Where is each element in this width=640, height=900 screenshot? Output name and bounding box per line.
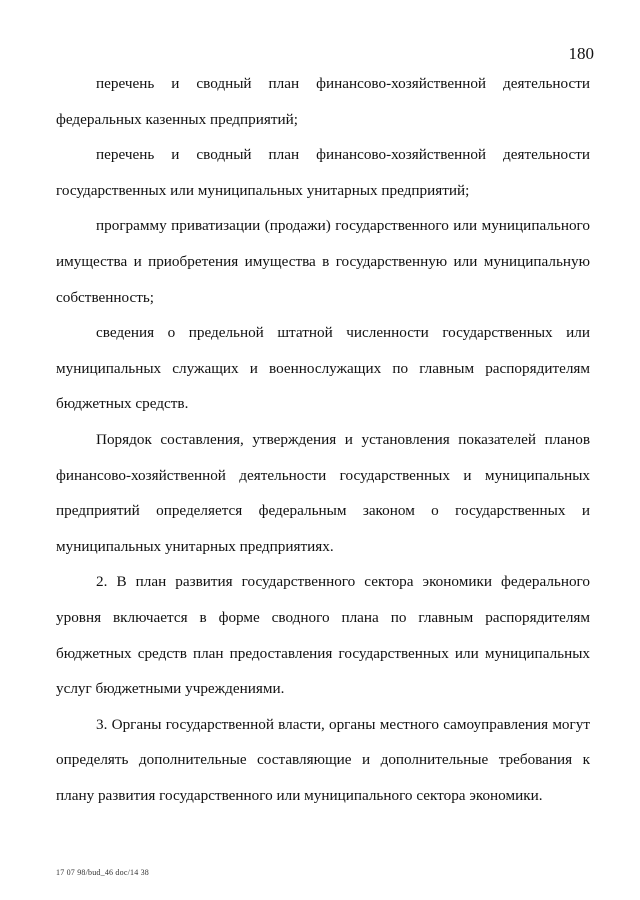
paragraph-privatization-program: программу приватизации (продажи) государственного или муниципального имущества и приобретения имущества в государственную или муниципальную собственность; xyxy=(56,217,590,306)
paragraph-plan-procedure: Порядок составления, утверждения и установления показателей планов финансово-хозяйственной деятельности государственных и муниципальных предприятий определяется федеральным законом о государственных и муниципальных унитарных предприятиях. xyxy=(56,430,590,555)
paragraph-item-3: 3. Органы государственной власти, органы местного самоуправления могут определять дополнительные составляющие и дополнительные требования к плану развития государственного или муниципального сектора экономики. xyxy=(56,715,590,804)
paragraph-unitary-enterprises-list: перечень и сводный план финансово-хозяйственной деятельности государственных или муниципальных унитарных предприятий; xyxy=(56,146,590,199)
footer-file-reference: 17 07 98/bud_46 doc/14 38 xyxy=(56,868,149,877)
paragraph-staff-limits: сведения о предельной штатной численности государственных или муниципальных служащих и военнослужащих по главным распорядителям бюджетных средств. xyxy=(56,324,590,413)
document-body xyxy=(56,66,590,813)
page-number: 180 xyxy=(568,44,594,63)
paragraph-federal-enterprises-list: перечень и сводный план финансово-хозяйственной деятельности федеральных казенных предприятий; xyxy=(56,75,590,128)
paragraph-item-2: 2. В план развития государственного сектора экономики федерального уровня включается в форме сводного плана по главным распорядителям бюджетных средств план предоставления государственных или муниципальных услуг бюджетными учреждениями. xyxy=(56,573,590,698)
